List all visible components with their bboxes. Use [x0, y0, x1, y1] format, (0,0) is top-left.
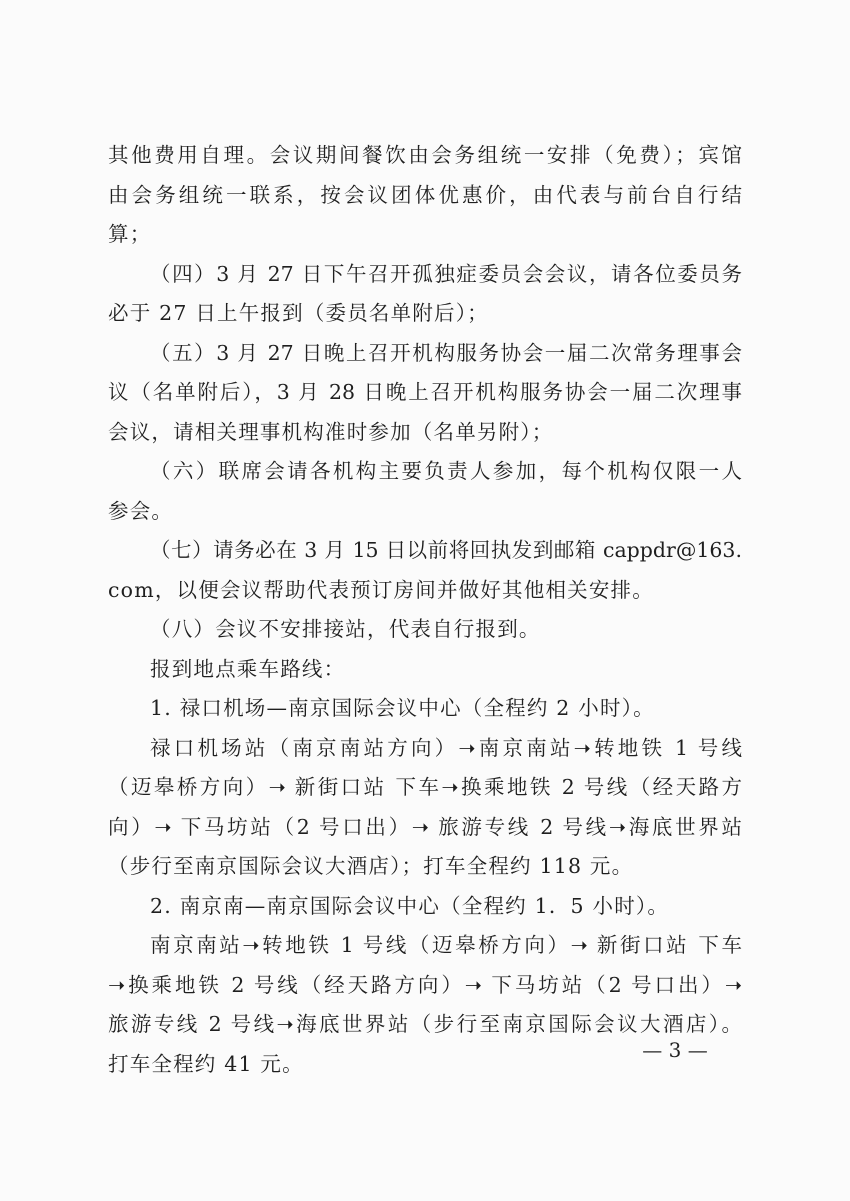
item-eight-line-1: （八）会议不安排接站，代表自行报到。 [150, 617, 541, 641]
item-four-line-1: （四）3 月 27 日下午召开孤独症委员会会议，请各位委员务 [150, 261, 742, 286]
text-line-3: 算； [108, 222, 152, 246]
text-line-2: 由会务组统一联系，按会议团体优惠价，由代表与前台自行结 [108, 182, 742, 207]
item-five-line-3: 会议，请相关理事机构准时参加（名单另附）； [108, 419, 554, 444]
route-two-title: 2. 南京南—南京国际会议中心（全程约 1．5 小时）。 [150, 893, 670, 918]
route-one-line-2: （迈皋桥方向）➝ 新街口站 下车➝换乘地铁 2 号线（经天路方 [108, 775, 742, 799]
document-body [108, 136, 742, 1084]
item-seven-line-2: com，以便会议帮助代表预订房间并做好其他相关安排。 [108, 577, 654, 602]
item-five-line-2: 议（名单附后），3 月 28 日晚上召开机构服务协会一届二次理事 [108, 380, 742, 404]
route-one-line-1: 禄口机场站（南京南站方向）➝南京南站➝转地铁 1 号线 [150, 735, 742, 760]
route-one-line-3: 向）➝ 下马坊站（2 号口出）➝ 旅游专线 2 号线➝海底世界站 [108, 814, 742, 839]
route-two-line-1: 南京南站➝转地铁 1 号线（迈皋桥方向）➝ 新街口站 下车 [150, 933, 742, 957]
route-two-line-3: 旅游专线 2 号线➝海底世界站（步行至南京国际会议大酒店）。 [108, 1012, 742, 1036]
route-heading: 报到地点乘车路线： [150, 656, 346, 681]
route-one-title: 1. 禄口机场—南京国际会议中心（全程约 2 小时）。 [150, 696, 655, 720]
route-two-line-2: ➝换乘地铁 2 号线（经天路方向）➝ 下马坊站（2 号口出）➝ [108, 972, 742, 997]
item-four-line-2: 必于 27 日上午报到（委员名单附后）； [108, 301, 489, 325]
page-number: — 3 — [642, 1038, 708, 1062]
route-two-line-4: 打车全程约 41 元。 [108, 1051, 304, 1076]
text-line-1: 其他费用自理。会议期间餐饮由会务组统一安排（免费）；宾馆 [108, 143, 742, 167]
item-seven-line-1: （七）请务必在 3 月 15 日以前将回执发到邮箱 cappdr@163. [150, 538, 742, 562]
route-one-line-4: （步行至南京国际会议大酒店）；打车全程约 118 元。 [108, 854, 634, 878]
item-five-line-1: （五）3 月 27 日晚上召开机构服务协会一届二次常务理事会 [150, 340, 742, 365]
item-six-line-1: （六）联席会请各机构主要负责人参加，每个机构仅限一人 [150, 459, 742, 483]
item-six-line-2: 参会。 [108, 498, 174, 523]
